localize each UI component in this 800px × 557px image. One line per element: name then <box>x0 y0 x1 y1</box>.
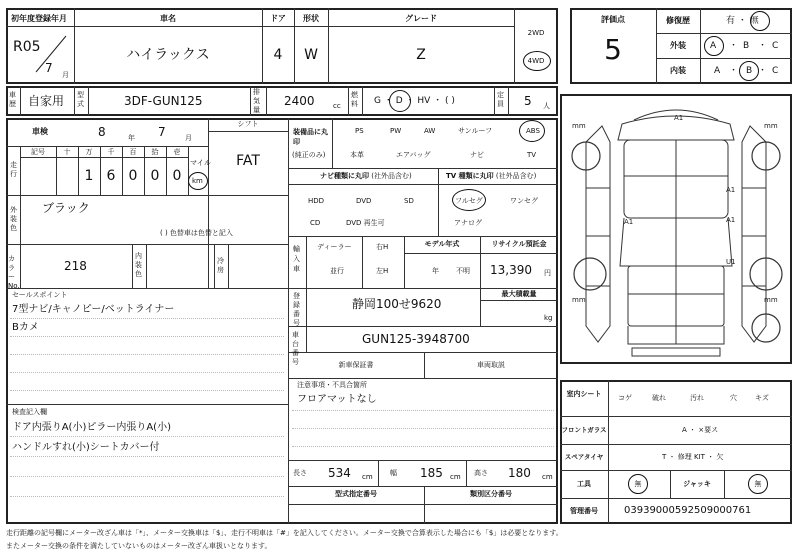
manual-label: 車両取説 <box>477 361 505 369</box>
reg-month-unit: 月 <box>62 71 69 79</box>
interior-color-label: 内装色 <box>135 252 142 278</box>
exterior-opt-c: C <box>772 41 779 51</box>
height-label: 高さ <box>474 469 488 477</box>
capacity-unit: 人 <box>543 102 550 110</box>
length-label: 長さ <box>293 469 307 477</box>
shift-value: FAT <box>236 153 260 169</box>
drive-2wd: 2WD <box>527 29 545 37</box>
sales-point-1: 7型ナビ/キャノピー/ベットライナー <box>12 304 175 315</box>
cc-label: 排気量 <box>253 88 260 114</box>
navi-cd: CD <box>310 219 321 227</box>
mgmt-label: 管理番号 <box>570 507 598 515</box>
interior-opt-c: C <box>772 66 779 76</box>
exterior-sep-1: ・ <box>729 41 739 51</box>
interior-circle <box>739 61 759 81</box>
diag-label-right-1: A1 <box>726 186 736 194</box>
equip-leather: 本革 <box>350 151 364 159</box>
diag-label-right-u1: U1 <box>726 258 736 266</box>
navi-label-text: ナビ種類に丸印 <box>320 172 369 180</box>
inspection-month-unit: 月 <box>185 134 192 142</box>
color-no-label: カラーNo. <box>8 255 20 290</box>
tv-fullseg: フルセグ <box>455 197 483 205</box>
color-value: ブラック <box>42 201 90 215</box>
length-value: 534 <box>328 466 351 480</box>
recycle-value: 13,390 <box>490 263 532 277</box>
navi-dvd-play: DVD 再生可 <box>346 219 385 227</box>
sales-point-2: Bカメ <box>12 322 39 333</box>
car-name-label: 車名 <box>160 14 176 23</box>
exterior-label: 外装 <box>670 41 686 50</box>
diag-label-top: A1 <box>674 114 684 122</box>
model-value: 3DF-GUN125 <box>124 94 203 108</box>
interior-label: 内装 <box>670 66 686 75</box>
fuel-circle <box>389 90 411 112</box>
tools-value: 無 <box>634 480 642 488</box>
seat-label: 室内シート <box>566 390 602 398</box>
import-label: 輸入車 <box>293 245 300 273</box>
fuel-options: G ・ D ・ HV ・ ( ) <box>374 96 455 106</box>
exterior-circle <box>704 36 724 56</box>
jack-label: ジャッキ <box>683 480 711 488</box>
reg-year-label: 初年度登録年月 <box>11 14 67 23</box>
remarks-value: フロアマットなし <box>297 394 377 405</box>
color-note: ( ) 色替車は色替と記入 <box>160 229 233 237</box>
tools-label: 工具 <box>577 480 591 488</box>
category-label: 類別区分番号 <box>470 490 512 498</box>
capacity-value: 5 <box>524 94 532 108</box>
mm-tr: mm <box>764 122 778 130</box>
doors-value: 4 <box>273 47 283 63</box>
equipment-sub: (純正のみ) <box>292 151 326 159</box>
shape-label: 形状 <box>303 14 319 23</box>
windshield-label: フロントガラス <box>561 426 607 434</box>
navi-note: (社外品含む) <box>371 172 412 180</box>
tv-label <box>446 173 536 180</box>
mileage-digit-shuu: 0 <box>150 168 160 184</box>
navi-hdd: HDD <box>308 197 325 205</box>
remarks-label: 注意事項・不具合箇所 <box>297 381 367 389</box>
score-label: 評価点 <box>601 15 625 24</box>
mileage-sub-juu: 十 <box>63 148 71 156</box>
use-value: 自家用 <box>28 94 65 108</box>
wheel-rear-left <box>574 258 606 290</box>
left-h-label: 左H <box>376 267 389 275</box>
dealer-label: ディーラー <box>317 243 352 251</box>
tv-note: (社外品含む) <box>495 172 537 180</box>
mileage-sub-kigou: 記号 <box>31 148 45 156</box>
equip-pw: PW <box>390 127 402 135</box>
shape-value: W <box>304 47 318 63</box>
diag-label-right-2: A1 <box>726 216 736 224</box>
use-label: 車歴 <box>9 91 16 108</box>
cooler-label: 冷房 <box>217 257 224 274</box>
rear-bumper <box>632 348 720 356</box>
inspector-line-2: ハンドルすれ(小)シートカバー付 <box>12 442 160 453</box>
mm-br: mm <box>764 296 778 304</box>
footer-note-1: 走行距離の記号欄にメーター改ざん車は「*」、メーター交換車は「$」、走行不明車は「#」を記入してください。メーター交換で合算表示した場合にも「$」は必要となります。 <box>6 529 563 537</box>
model-label: 型式 <box>77 91 84 108</box>
fuel-label: 燃料 <box>351 91 358 108</box>
mileage-sub-shuu: 拾 <box>151 148 159 156</box>
spare-options: T ・ 修理 KIT ・ 欠 <box>662 453 724 461</box>
car-name: ハイラックス <box>126 47 210 63</box>
height-unit: cm <box>542 473 553 481</box>
model-year-label: モデル年式 <box>424 240 460 248</box>
reg-month: 7 <box>45 61 53 75</box>
interior-opt-b: B <box>746 66 753 76</box>
inspector-label: 検査記入欄 <box>12 408 47 416</box>
vin-label: 車台番号 <box>292 331 299 366</box>
car-diagram <box>562 96 790 362</box>
diag-label-left-mid: A1 <box>624 218 634 226</box>
drive-4wd: 4WD <box>527 57 545 65</box>
seat-item-scratch: キズ <box>755 394 769 402</box>
color-label: 外装色 <box>10 206 17 232</box>
inspection-label: 車検 <box>32 127 48 136</box>
equip-airbag: エアバッグ <box>396 151 431 159</box>
mgmt-value: 0393900059250900076​1 <box>624 505 752 516</box>
new-car-warranty: 新車保証書 <box>338 361 374 369</box>
grade-value: Z <box>416 47 426 63</box>
repair-options: 有 ・ 無 <box>726 16 759 26</box>
model-year-unit: 年 <box>432 267 439 275</box>
vin-value: GUN125-3948700 <box>362 332 470 346</box>
equip-sunroof: サンルーフ <box>458 127 493 135</box>
right-side-outline <box>742 126 766 342</box>
inspector-line-1: ドア内張りA(小)ピラー内張りA(小) <box>12 422 171 433</box>
registration-label: 登録番号 <box>293 292 300 327</box>
mileage-digit-hyaku: 0 <box>128 168 138 184</box>
interior-sep-2: ・ <box>758 66 768 76</box>
width-value: 185 <box>420 466 443 480</box>
mileage-sub-man: 万 <box>85 148 93 156</box>
equip-ps: PS <box>355 127 364 135</box>
seat-item-hole: 穴 <box>730 394 737 402</box>
mileage-digit-sen: 6 <box>106 168 116 184</box>
seat-item-burn: コゲ <box>618 394 632 402</box>
type-designation-label: 型式指定番号 <box>335 490 377 498</box>
mileage-sub-hyaku: 百 <box>129 148 137 156</box>
tv-analog: アナログ <box>454 219 482 227</box>
mileage-sub-ichi: 壱 <box>173 148 181 156</box>
fullseg-circle <box>452 189 486 211</box>
equip-navi: ナビ <box>470 151 484 159</box>
tv-oneseg: ワンセグ <box>510 197 538 205</box>
interior-opt-a: A <box>714 66 721 76</box>
mileage-digit-ichi: 0 <box>172 168 182 184</box>
footer-note-2: またメーター交換の条件を満たしていないものはメーター改ざん車扱いとなります。 <box>6 542 272 550</box>
abs-circle <box>519 120 545 142</box>
mm-bl: mm <box>572 296 586 304</box>
sales-points-label: セールスポイント <box>12 291 68 299</box>
parallel-label: 並行 <box>330 267 344 275</box>
cc-unit: cc <box>333 102 341 110</box>
length-unit: cm <box>362 473 373 481</box>
spare-label: スペアタイヤ <box>564 453 604 461</box>
capacity-label: 定員 <box>497 91 504 108</box>
seat-item-stain: 汚れ <box>690 394 704 402</box>
width-label: 幅 <box>390 469 397 477</box>
km-label: km <box>192 177 203 185</box>
inspection-year-unit: 年 <box>128 134 135 142</box>
grade-label: グレード <box>405 14 437 23</box>
left-side-outline <box>586 126 610 342</box>
repair-circle <box>750 11 770 31</box>
interior-sep-1: ・ <box>729 66 739 76</box>
equip-abs: ABS <box>526 127 540 135</box>
tv-label-text: TV 種類に丸印 <box>446 172 494 180</box>
exterior-opt-b: B <box>743 41 750 51</box>
reg-era: R05 <box>13 39 41 55</box>
score-value: 5 <box>604 33 622 66</box>
mile-label: マイル <box>190 159 211 167</box>
equip-tv: TV <box>527 151 537 159</box>
mm-tl: mm <box>572 122 586 130</box>
mileage-label: 走行 <box>10 161 17 178</box>
navi-sd: SD <box>404 197 414 205</box>
windshield-options: A ・ ×要ス <box>682 426 719 434</box>
max-load-unit: kg <box>544 314 553 322</box>
recycle-label: リサイクル預託金 <box>491 240 547 248</box>
inspection-month: 7 <box>158 125 166 139</box>
right-h-label: 右H <box>376 243 389 251</box>
seat-item-tear: 破れ <box>652 394 666 402</box>
exterior-sep-2: ・ <box>758 41 768 51</box>
mileage-digit-man: 1 <box>84 168 94 184</box>
navi-label <box>320 173 412 180</box>
height-value: 180 <box>508 466 531 480</box>
cc-value: 2400 <box>284 94 315 108</box>
recycle-unit: 円 <box>544 269 551 277</box>
mileage-sub-sen: 千 <box>107 148 115 156</box>
repair-label: 修復歴 <box>666 16 690 25</box>
equipment-label: 装備品に丸印 <box>293 128 328 146</box>
exterior-opt-a: A <box>710 41 717 51</box>
jack-value: 無 <box>754 480 762 488</box>
shift-label: シフト <box>237 120 259 128</box>
navi-dvd: DVD <box>356 197 372 205</box>
max-load-label: 最大積載量 <box>501 290 537 298</box>
model-year-value: 不明 <box>456 267 470 275</box>
equip-aw: AW <box>424 127 436 135</box>
color-no-value: 218 <box>64 259 87 273</box>
registration-value: 静岡100せ9620 <box>352 297 442 311</box>
width-unit: cm <box>450 473 461 481</box>
door-label: ドア <box>270 14 286 23</box>
inspection-year: 8 <box>98 125 106 139</box>
